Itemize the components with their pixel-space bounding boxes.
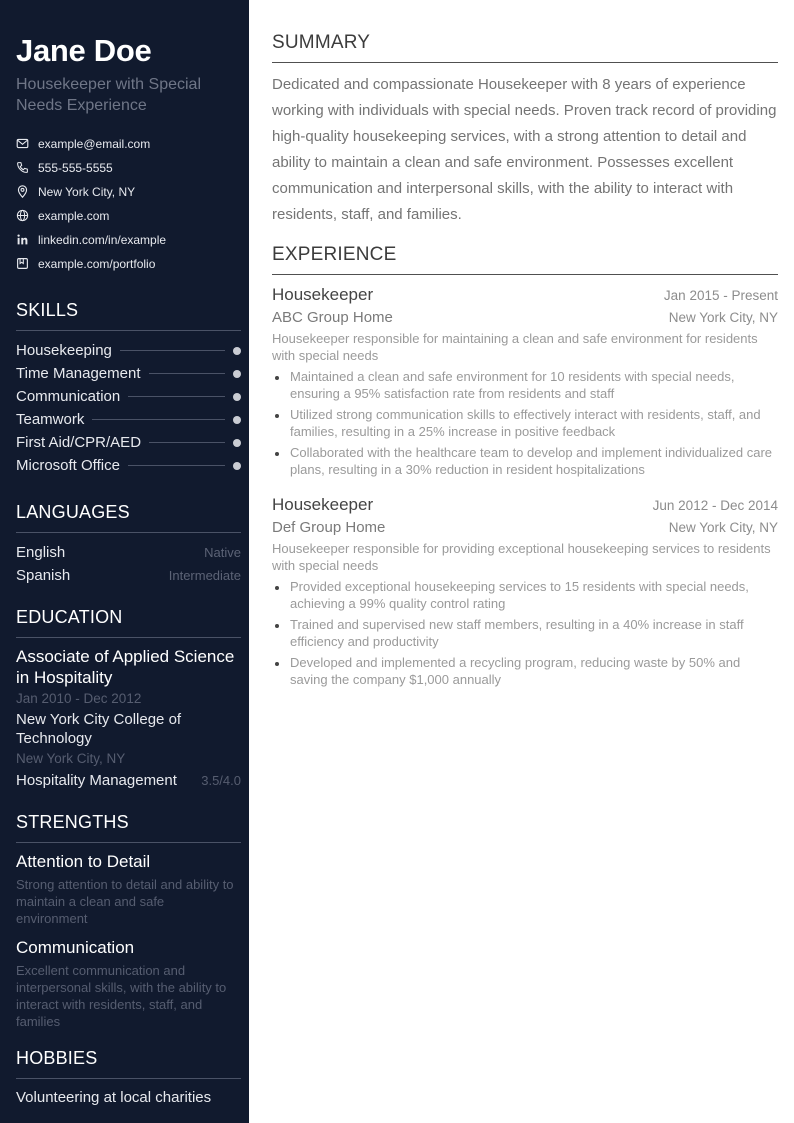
hobby-item: Volunteering at local charities	[16, 1089, 212, 1106]
skill-label: Housekeeping	[16, 342, 112, 359]
education-location: New York City, NY	[16, 751, 126, 766]
skill-dot	[233, 439, 241, 447]
job-location: New York City, NY	[668, 520, 778, 535]
globe-icon	[16, 209, 30, 223]
job-bullet: Developed and implemented a recycling program, reducing waste by 50% and saving the company $1,000 annually	[272, 654, 778, 688]
job-description: Housekeeper responsible for providing exceptional housekeeping services to residents with special needs	[272, 541, 771, 573]
skill-divider	[128, 396, 225, 397]
contact-linkedin[interactable]	[16, 228, 241, 252]
contact-location-text: New York City, NY	[38, 185, 136, 199]
job-bullet: Utilized strong communication skills to effectively interact with residents, staff, and families, resulting in a 25% increase in positive feedback	[272, 406, 778, 440]
languages-list	[16, 541, 241, 587]
job-title: Housekeeper	[272, 495, 374, 514]
skill-item	[16, 431, 241, 454]
job-dates: Jun 2012 - Dec 2014	[652, 498, 778, 513]
strength-item	[16, 851, 241, 927]
contact-email[interactable]	[16, 132, 241, 156]
education-field: Hospitality Management	[16, 772, 177, 789]
strength-title: Attention to Detail	[16, 852, 151, 871]
strengths-heading: STRENGTHS	[16, 810, 241, 843]
job-bullet: Trained and supervised new staff members, resulting in a 40% increase in staff efficiency and productivity	[272, 616, 778, 650]
skill-divider	[92, 419, 225, 420]
experience-section	[272, 244, 778, 688]
education-gpa: 3.5/4.0	[201, 773, 241, 788]
skill-item	[16, 339, 241, 362]
skill-label: First Aid/CPR/AED	[16, 434, 142, 451]
contact-website[interactable]	[16, 204, 241, 228]
summary-heading: SUMMARY	[272, 32, 778, 63]
strength-description: Strong attention to detail and ability to maintain a clean and safe environment	[16, 877, 234, 926]
job-header-row	[272, 494, 778, 516]
contact-location	[16, 180, 241, 204]
job-bullet: Collaborated with the healthcare team to develop and implement individualized care plans, resulting in a 30% reduction in resident hospitalizations	[272, 444, 778, 478]
language-item	[16, 564, 241, 587]
education-field-row	[16, 770, 241, 792]
job-dates: Jan 2015 - Present	[663, 288, 778, 303]
skill-divider	[149, 373, 226, 374]
skill-item	[16, 362, 241, 385]
skill-divider	[149, 442, 225, 443]
summary-section	[272, 32, 778, 228]
skills-section	[16, 298, 241, 477]
contact-phone-text: 555-555-5555	[38, 161, 113, 175]
skill-dot	[233, 347, 241, 355]
location-icon	[16, 185, 30, 199]
strength-description: Excellent communication and interpersonal skills, with the ability to interact with residents, staff, and families	[16, 963, 227, 1029]
education-heading: EDUCATION	[16, 605, 241, 638]
strengths-section	[16, 810, 241, 1030]
skill-dot	[233, 370, 241, 378]
sidebar	[0, 0, 249, 1123]
skill-divider	[120, 350, 225, 351]
job-header-row	[272, 284, 778, 306]
job-description: Housekeeper responsible for maintaining a clean and safe environment for residents with special needs	[272, 331, 758, 363]
email-icon	[16, 137, 30, 151]
job-company: ABC Group Home	[272, 309, 393, 326]
job-bullet: Maintained a clean and safe environment for 10 residents with special needs, ensuring a 95% satisfaction rate from residents and staff	[272, 368, 778, 402]
languages-heading: LANGUAGES	[16, 500, 241, 533]
education-degree: Associate of Applied Science in Hospitality	[16, 647, 235, 687]
skill-divider	[128, 465, 225, 466]
job-company-row	[272, 516, 778, 540]
candidate-name: Jane Doe	[16, 33, 152, 68]
hobbies-heading: HOBBIES	[16, 1046, 241, 1079]
skill-label: Microsoft Office	[16, 457, 120, 474]
languages-section	[16, 500, 241, 587]
experience-heading: EXPERIENCE	[272, 244, 778, 275]
contact-linkedin-text: linkedin.com/in/example	[38, 233, 167, 247]
contact-phone[interactable]	[16, 156, 241, 180]
skill-label: Time Management	[16, 365, 141, 382]
job-bullet: Provided exceptional housekeeping services to 15 residents with special needs, achieving a 99% quality control rating	[272, 578, 778, 612]
skill-item	[16, 408, 241, 431]
contact-portfolio[interactable]	[16, 252, 241, 276]
job-location: New York City, NY	[668, 310, 778, 325]
job-entry	[272, 494, 778, 688]
strength-item	[16, 937, 241, 1030]
education-dates: Jan 2010 - Dec 2012	[16, 691, 142, 706]
summary-text: Dedicated and compassionate Housekeeper with 8 years of experience working with individuals with special needs. Proven track record of providing high-quality housekeeping services, with a strong attention to detail and ability to maintain a clean and safe environment. Possesses excellent communication and interpersonal skills, with the ability to interact with residents, staff, and families.	[272, 76, 777, 223]
skills-heading: SKILLS	[16, 298, 241, 331]
skill-label: Teamwork	[16, 411, 85, 428]
job-title: Housekeeper	[272, 285, 374, 304]
skill-dot	[233, 393, 241, 401]
job-bullets	[272, 368, 778, 478]
skill-item	[16, 454, 241, 477]
strength-title: Communication	[16, 938, 135, 957]
skill-dot	[233, 462, 241, 470]
education-section	[16, 605, 241, 792]
job-entry	[272, 284, 778, 478]
contact-portfolio-text: example.com/portfolio	[38, 257, 156, 271]
language-level: Native	[204, 545, 241, 560]
job-company: Def Group Home	[272, 519, 386, 536]
phone-icon	[16, 161, 30, 175]
contact-list	[16, 132, 241, 276]
contact-email-text: example@email.com	[38, 137, 151, 151]
linkedin-icon	[16, 233, 30, 247]
job-bullets	[272, 578, 778, 688]
education-school: New York City College of Technology	[16, 711, 182, 747]
contact-website-text: example.com	[38, 209, 110, 223]
job-company-row	[272, 306, 778, 330]
portfolio-icon	[16, 257, 30, 271]
main-content	[272, 0, 778, 1123]
candidate-headline: Housekeeper with Special Needs Experience	[16, 76, 201, 114]
skill-label: Communication	[16, 388, 121, 405]
language-name: English	[16, 544, 66, 561]
skill-item	[16, 385, 241, 408]
skills-list	[16, 339, 241, 477]
language-item	[16, 541, 241, 564]
skill-dot	[233, 416, 241, 424]
language-level: Intermediate	[168, 568, 241, 583]
language-name: Spanish	[16, 567, 71, 584]
hobbies-section	[16, 1046, 241, 1109]
